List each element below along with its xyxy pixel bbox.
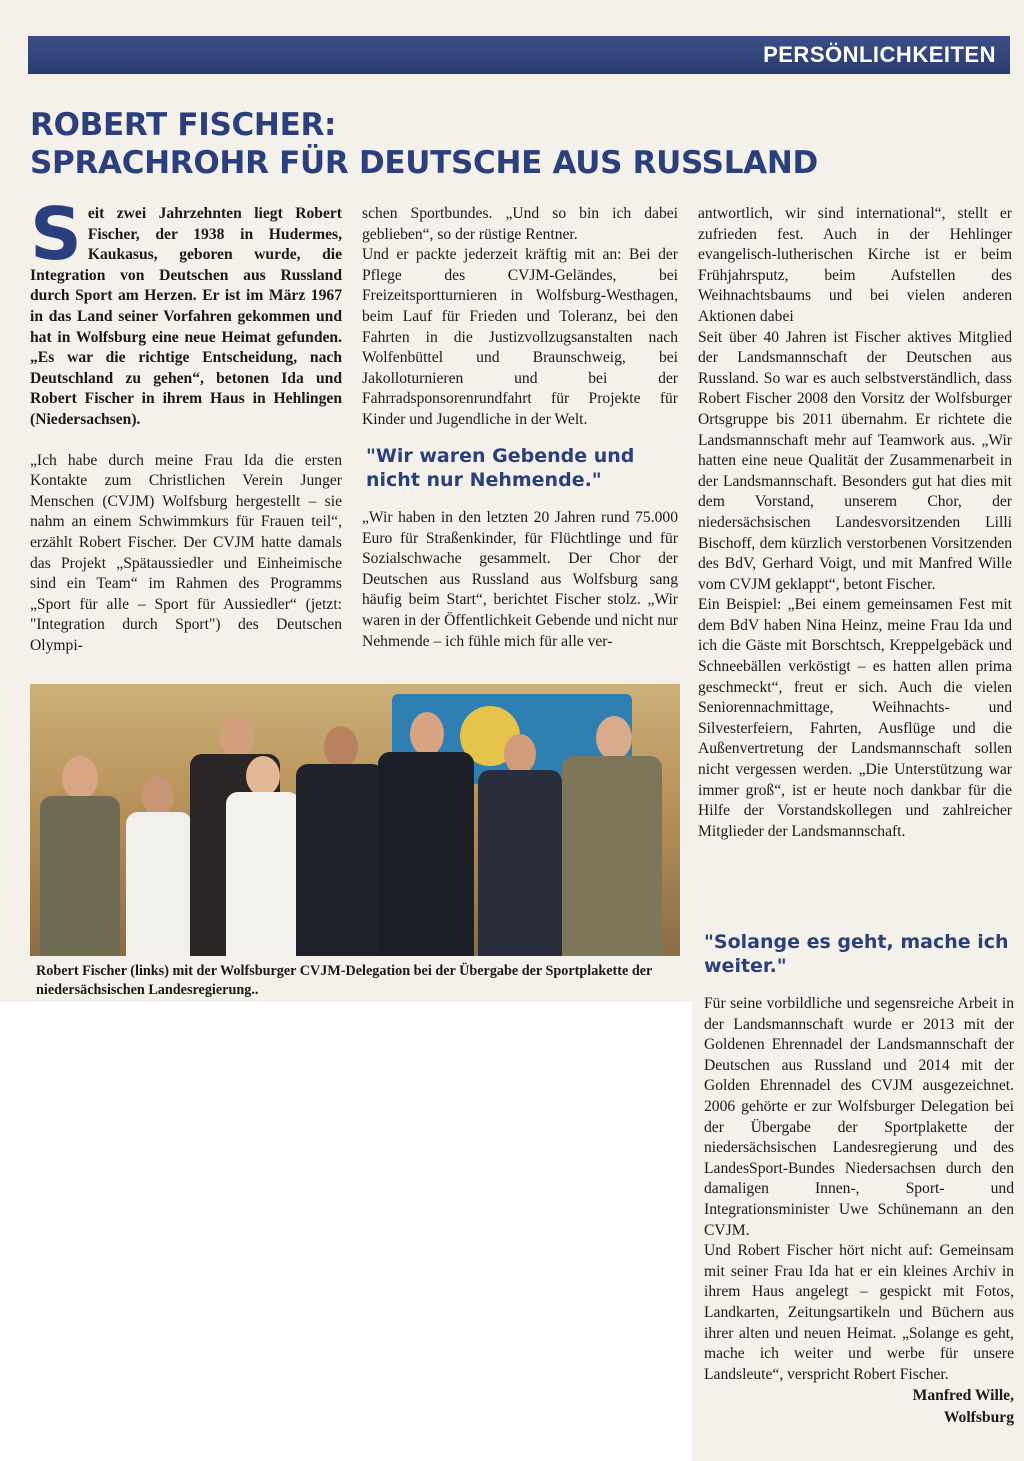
paragraph: „Ich habe durch meine Frau Ida die ersten Kontakte zum Christlichen Verein Junger Menschen (CVJM) Wolfsburg hergestellt – sie nahm an einem Schwimmkurs für Frauen teil“, erzählt Robert Fischer. Der CVJM hatte damals das Projekt „Spätaussiedler und Einheimische sind ein Team“ im Rahmen des Programms „Sport für alle – Sport für Aussiedler“ (jetzt: "Integration durch Sport") des Deutschen Olympi-	[30, 451, 342, 654]
section-header-bar	[28, 36, 1010, 74]
person-figure	[378, 712, 474, 956]
person-figure	[562, 716, 662, 956]
person-figure	[296, 726, 384, 956]
paragraph: Für seine vorbildliche und segensreiche Arbeit in der Landsmannschaft wurde er 2013 mit der Goldenen Ehrennadel der Landsmannschaft der Deutschen aus Russland und 2014 mit der Golden Ehrennadel des CVJM ausgezeichnet. 2006 gehörte er zur Wolfsburger Delegation bei der Übergabe der Sportplakette der niedersächsischen Landesregierung und des LandesSport-Bundes Niedersachsen durch den damaligen Innen-, Sport- und Integrationsminister Uwe Schünemann an den CVJM.	[704, 995, 1014, 1239]
pull-quote-1: "Wir waren Gebende und nicht nur Nehmende."	[366, 445, 635, 491]
paragraph: antwortlich, wir sind international“, stellt er zufrieden fest. Auch in der Hehlinger evangelisch-lutherischen Kirche ist er beim Frühjahrsputz, beim Aufstellen des Weihnachtsbaums und bei vielen anderen Aktionen dabei	[698, 205, 1012, 325]
lead-paragraph	[30, 192, 342, 431]
paragraph: Ein Beispiel: „Bei einem gemeinsamen Fest mit dem BdV haben Nina Heinz, meine Frau Ida und ich die Gäste mit Borschtsch, Kreppelgebäck und Schneebällen verköstigt – es hatten allen prima geschmeckt“, freut er sich. Auch die vielen Seniorennachmittage, Weihnachts- und Silvesterfeiern, Fahrten, Ausflüge und die Außenvertretung der Landsmannschaft sollen nicht vergessen werden. „Die Unterstützung war immer groß“, ist er heute noch dankbar für die Hilfe der Vorstandskollegen und zahlreicher Mitglieder der Landsmannschaft.	[698, 596, 1012, 840]
article-title	[30, 106, 930, 182]
group-photo	[30, 684, 680, 956]
column-1	[30, 192, 342, 656]
title-line-1: ROBERT FISCHER:	[30, 107, 337, 143]
person-figure	[40, 756, 120, 956]
paragraph: Und er packte jederzeit kräftig mit an: Bei der Pflege des CVJM-Geländes, bei Freizeitsportturnieren in Wolfsburg-Westhagen, beim Lauf für Frieden und Toleranz, bei den Fahrten in die Justizvollzugsanstalten nach Wolfenbüttel und Braunschweig, bei Jakolloturnieren und bei der Fahrradsponsorenrundfahrt für Projekte für Kinder und Jugendliche in der Welt.	[362, 246, 678, 428]
person-figure	[478, 734, 562, 956]
column-3-continued	[704, 994, 1014, 1429]
paragraph: schen Sportbundes. „Und so bin ich dabei geblieben“, so der rüstige Rentner.	[362, 205, 678, 243]
person-figure	[126, 776, 192, 956]
dropcap: S	[30, 192, 82, 276]
paragraph: „Wir haben in den letzten 20 Jahren rund 75.000 Euro für Straßenkinder, für Flüchtlinge und für Sozialschwache gesammelt. Der Chor der Deutschen aus Russland aus Wolfsburg sang häufig beim Start“, berichtet Fischer stolz. „Wir waren in der Öffentlichkeit Gebende und nicht nur Nehmende – ich fühle mich für alle ver-	[362, 509, 678, 650]
author-signature	[704, 1385, 1014, 1429]
title-line-2: SPRACHROHR FÜR DEUTSCHE AUS RUSSLAND	[30, 145, 818, 181]
blank-scan-area	[0, 1002, 692, 1461]
photo-caption: Robert Fischer (links) mit der Wolfsburger CVJM-Delegation bei der Übergabe der Sportplakette der niedersächsischen Landesregierung..	[36, 963, 653, 998]
author-name: Manfred Wille,	[912, 1387, 1014, 1405]
paragraph: Und Robert Fischer hört nicht auf: Gemeinsam mit seiner Frau Ida hat er ein kleines Archiv in ihrem Haus angelegt – gespickt mit Fotos, Landkarten, Zeitungsartikeln und Büchern aus ihrer alten und neuen Heimat. „Solange es geht, mache ich weiter und werbe für unsere Landsleute“, verspricht Robert Fischer.	[704, 1242, 1014, 1383]
paragraph: Seit über 40 Jahren ist Fischer aktives Mitglied der Landsmannschaft der Deutschen aus Russland. So war es auch selbstverständlich, dass Robert Fischer 2008 den Vorsitz der Wolfsburger Ortsgruppe bis 2011 übernahm. Er richtete die Landsmannschaft mehr auf Teamwork aus. „Wir hatten eine neue Qualität der Zusammenarbeit in der Landsmannschaft. Besonders gut hat dies mit dem Vorstand, unserem Chor, der niedersächsischen Landesvorsitzenden Lilli Bischoff, dem kürzlich verstorbenen Vorsitzenden des BdV, Gerhard Voigt, und mit Manfred Wille vom CVJM geklappt“, betont Fischer.	[698, 328, 1012, 593]
column-2	[362, 204, 678, 431]
pull-quote-2: "Solange es geht, mache ich weiter."	[704, 931, 1009, 977]
column-3	[698, 204, 1012, 842]
author-location: Wolfsburg	[943, 1409, 1014, 1427]
person-figure	[226, 756, 300, 956]
section-label: PERSÖNLICHKEITEN	[763, 42, 996, 67]
lead-text: eit zwei Jahrzehnten liegt Robert Fischer, der 1938 in Hudermes, Kaukasus, geboren wurde, die Integration von Deutschen aus Russland durch Sport am Herzen. Er ist im März 1967 in das Land seiner Vorfahren gekommen und hat in Wolfsburg eine neue Heimat gefunden. „Es war die richtige Entscheidung, nach Deutschland zu gehen“, betonen Ida und Robert Fischer in ihrem Haus in Hehlingen (Niedersachsen).	[30, 205, 342, 428]
column-2-continued	[362, 508, 678, 652]
